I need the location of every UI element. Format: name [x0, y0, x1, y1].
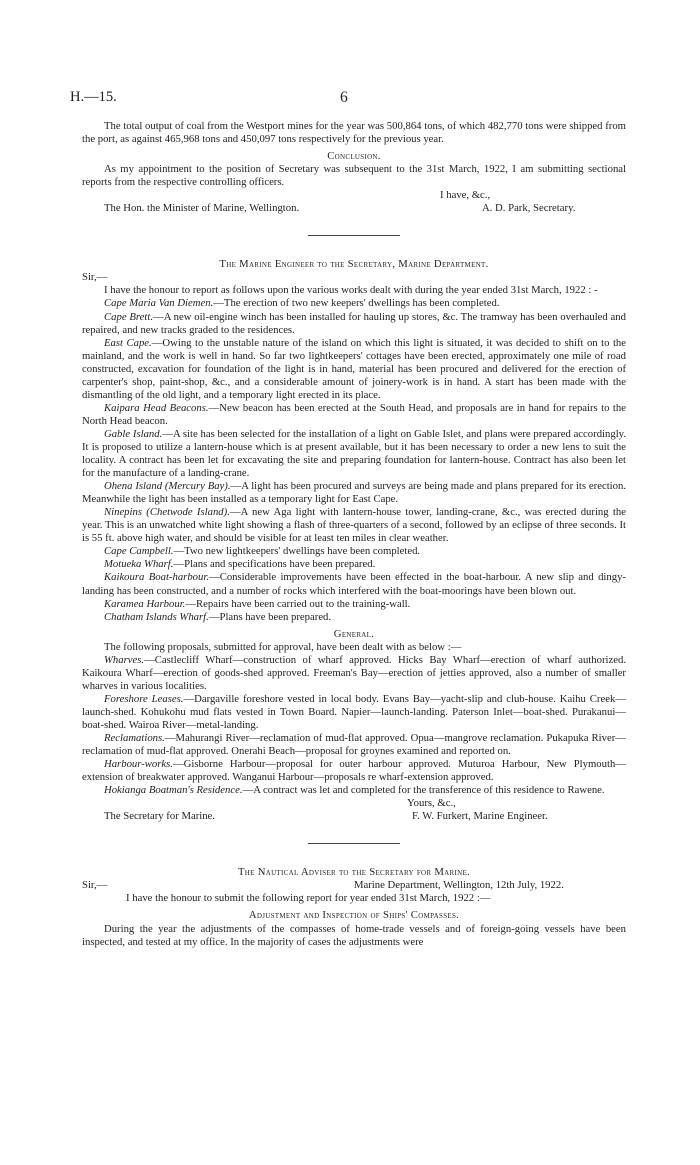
- report-item: [82, 654, 626, 693]
- report-item-text: —The erection of two new keepers' dwellings has been completed.: [213, 297, 500, 310]
- report-item-text: —Dargaville foreshore vested in local body. Evans Bay—yacht-slip and club-house. Kaihu Creek—launch-shed. Kohukohu mud flats vested in Town Board. Napier—launch-landing. Paterson Inlet—boat-shed. Purakanui—boat-shed. Wairoa River—metal-landing.: [82, 692, 627, 731]
- nautical-dateline: Marine Department, Wellington, 12th July, 1922.: [354, 879, 564, 892]
- compasses-paragraph: During the year the adjustments of the compasses of home-trade vessels and of foreign-going vessels have been inspected, and tested at my office. In the majority of cases the adjustments were: [82, 922, 626, 948]
- conclusion-closing-row: [82, 189, 626, 202]
- conclusion-signature: A. D. Park, Secretary.: [482, 202, 576, 215]
- nautical-report-title: The Nautical Adviser to the Secretary for Marine.: [237, 866, 471, 879]
- report-item-label: Cape Campbell.: [104, 545, 174, 558]
- report-item: [82, 506, 626, 545]
- compasses-heading: Adjustment and Inspection of Ships' Compasses.: [248, 909, 460, 922]
- report-item-label: Motueka Wharf.: [104, 558, 174, 571]
- report-item-text: —A light has been procured and surveys are being made and plans prepared for its erection. Meanwhile the light has been installed as a temporary light for East Cape.: [82, 480, 626, 506]
- report-item-text: —A new Aga light with lantern-house tower, landing-crane, &c., was erected during the year. This is an unwatched white light showing a flash of three-quarters of a second, followed by an eclipse of three seconds. It is 55 ft. above high water, and should be visible for at least ten miles in clear weather.: [82, 506, 626, 545]
- report-item-label: Ohena Island (Mercury Bay).: [104, 480, 231, 493]
- report-item-label: Chatham Islands Wharf.: [104, 610, 209, 623]
- report-item: [82, 311, 626, 337]
- report-item-label: Kaipara Head Beacons.: [104, 401, 209, 414]
- page-header: [70, 89, 630, 107]
- report-item: [82, 428, 626, 480]
- report-item: [82, 693, 626, 732]
- report-item: [82, 758, 626, 784]
- conclusion-heading: Conclusion.: [327, 150, 381, 163]
- engineer-closing: Yours, &c.,: [407, 797, 456, 810]
- report-item: [82, 402, 626, 428]
- report-item-text: —Repairs have been carried out to the training-wall.: [185, 597, 411, 610]
- report-item-text: —A site has been selected for the installation of a light on Gable Islet, and plans were prepared accordingly. It is proposed to utilize a lantern-house which is at present available, but it has been necessary to order a new lens to suit the locality. A contract has been let for excavating the site and preparing foundation for lantern-house. Contract has also been let for the manufacture of a landing-crane.: [82, 427, 626, 480]
- report-item-label: East Cape.: [104, 336, 152, 349]
- report-item-text: —Gisborne Harbour—proposal for outer harbour approved. Muturoa Harbour, New Plymouth—extension of breakwater approved. Wanganui Harbour—proposals re wharf-extension approved.: [82, 758, 626, 784]
- report-item-text: —New beacon has been erected at the South Head, and proposals are in hand for repairs to the North Head beacon.: [82, 401, 626, 427]
- report-item: [82, 558, 626, 571]
- engineer-addressee: The Secretary for Marine.: [104, 810, 215, 823]
- report-item-text: —Plans have been prepared.: [208, 610, 332, 623]
- engineer-signature-row: [82, 810, 626, 823]
- report-item-label: Hokianga Boatman's Residence.: [104, 784, 243, 797]
- report-item: [82, 732, 626, 758]
- report-item-label: Wharves.: [104, 653, 145, 666]
- general-intro: The following proposals, submitted for approval, have been dealt with as below :—: [104, 640, 462, 653]
- report-item-text: —Owing to the unstable nature of the island on which this light is situated, it was decided to shift on to the mainland, and the work is well in hand. So far two lightkeepers' cottages have been erected, approximately one mile of road constructed, excavation for foundation of the light is in hand, material has been procured and delivered for the erection of carpenter's shop, paint-shop, &c., and a considerable amount of joinery-work is in hand. A start has been made with the dismantling of the old light, and a temporary light erected in its place.: [82, 336, 627, 401]
- general-proposals-list: [82, 654, 626, 798]
- parliamentary-paper-ref: H.—15.: [70, 89, 117, 105]
- report-item-text: —Plans and specifications have been prepared.: [173, 558, 376, 571]
- report-item: [82, 297, 626, 310]
- report-item-text: —Two new lightkeepers' dwellings have been completed.: [173, 545, 421, 558]
- coal-output-paragraph: The total output of coal from the Westport mines for the year was 500,864 tons, of which 482,770 tons were shipped from the port, as against 465,968 tons and 450,097 tons respectively for the previous year.: [82, 120, 626, 146]
- report-item: [82, 337, 626, 402]
- nautical-intro: I have the honour to submit the following report for year ended 31st March, 1922 :—: [126, 892, 491, 905]
- report-item: [82, 784, 626, 797]
- report-item-label: Ninepins (Chetwode Island).: [104, 506, 230, 519]
- nautical-salutation: Sir,—: [82, 879, 108, 892]
- report-item-label: Reclamations.: [104, 732, 165, 745]
- report-item: [82, 480, 626, 506]
- report-item-label: Kaikoura Boat-harbour.: [104, 571, 210, 584]
- engineer-closing-row: [82, 797, 626, 810]
- report-item-text: —A new oil-engine winch has been installed for hauling up stores, &c. The tramway has been overhauled and repaired, and new tracks graded to the residences.: [82, 310, 626, 336]
- engineer-salutation: Sir,—: [82, 271, 108, 284]
- engineer-intro: I have the honour to report as follows upon the various works dealt with during the year ended 31st March, 1922 : -: [104, 284, 598, 297]
- page-number: 6: [340, 89, 348, 106]
- report-item-text: —A contract was let and completed for the transference of this residence to Rawene.: [242, 784, 605, 797]
- conclusion-paragraph: As my appointment to the position of Secretary was subsequent to the 31st March, 1922, I am submitting sectional reports from the respective controlling officers.: [82, 163, 626, 189]
- engineer-report-title: The Marine Engineer to the Secretary, Marine Department.: [219, 258, 489, 271]
- report-item: [82, 571, 626, 597]
- report-item: [82, 611, 626, 624]
- general-heading: General.: [333, 627, 375, 640]
- report-item-label: Foreshore Leases.: [104, 692, 184, 705]
- conclusion-closing: I have, &c.,: [440, 189, 491, 202]
- report-item: [82, 598, 626, 611]
- report-item-text: —Mahurangi River—reclamation of mud-flat approved. Opua—mangrove reclamation. Pukapuka River—reclamation of mud-flat approved. Onerahi Beach—proposal for groynes examined and reported on.: [82, 732, 626, 758]
- report-item-label: Cape Brett.: [104, 310, 154, 323]
- report-item-label: Harbour-works.: [104, 758, 173, 771]
- conclusion-addressee: The Hon. the Minister of Marine, Wellington.: [104, 202, 300, 215]
- report-item-text: —Considerable improvements have been effected in the boat-harbour. A new slip and dingy-landing has been constructed, and a number of rocks which interfered with the boat-moorings have been blown out.: [82, 571, 626, 597]
- page-body: [82, 120, 626, 949]
- engineer-works-list: [82, 297, 626, 623]
- report-item-text: —Castlecliff Wharf—construction of wharf approved. Hicks Bay Wharf—erection of wharf authorized. Kaikoura Wharf—erection of goods-shed approved. Freeman's Bay—erection of jetties approved, also a number of smaller wharves in various localities.: [82, 653, 626, 692]
- report-item-label: Gable Island.: [104, 427, 163, 440]
- nautical-salutation-row: [82, 879, 626, 892]
- report-item: [82, 545, 626, 558]
- report-item-label: Karamea Harbour.: [104, 597, 186, 610]
- report-item-label: Cape Maria Van Diemen.: [104, 297, 214, 310]
- engineer-signature: F. W. Furkert, Marine Engineer.: [412, 810, 548, 823]
- conclusion-signature-row: [82, 202, 626, 215]
